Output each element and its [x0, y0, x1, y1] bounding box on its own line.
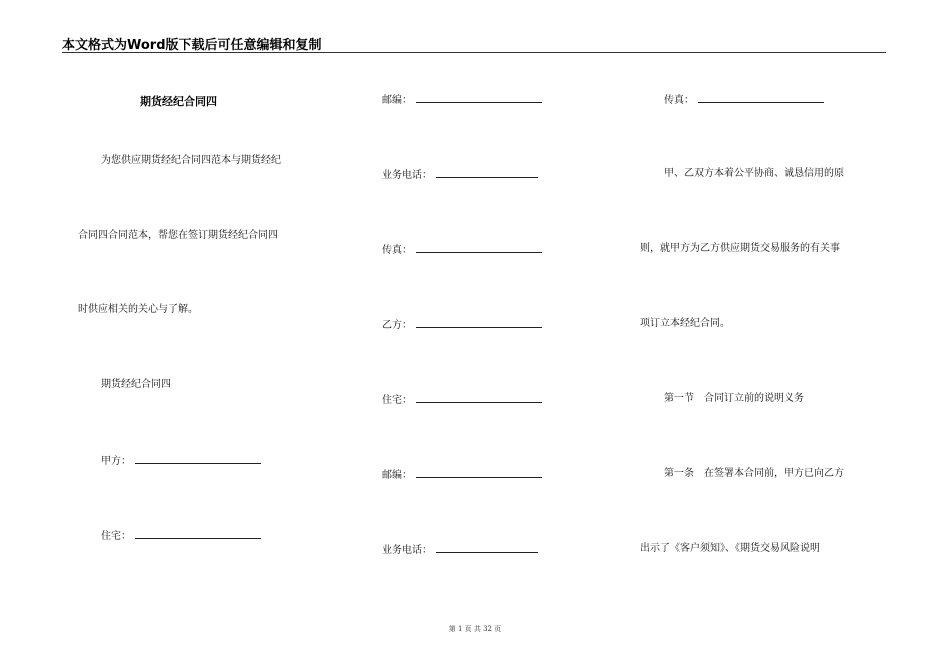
- phone-label: 业务电话：: [382, 170, 432, 181]
- party-a-postcode-field: [382, 93, 542, 107]
- document-title: 期货经纪合同四: [140, 95, 217, 108]
- postcode-label: 邮编：: [382, 95, 412, 106]
- article-1-line-1: 第一条 在签署本合同前，甲方已向乙方: [664, 468, 844, 479]
- fax-blank: [416, 243, 542, 253]
- party-a-label: 甲方：: [101, 456, 131, 467]
- para1-line-3: 项订立本经纪合同。: [640, 318, 730, 329]
- party-b-label: 乙方：: [382, 320, 412, 331]
- para1-line-2: 则，就甲方为乙方供应期货交易服务的有关事: [640, 243, 840, 254]
- party-a-phone-field: [382, 168, 538, 182]
- intro-line-3: 时供应相关的关心与了解。: [78, 304, 198, 315]
- party-a-fax-field: [382, 243, 542, 257]
- contract-subtitle: 期货经纪合同四: [101, 379, 171, 390]
- article-1-line-2: 出示了《客户须知》、《期货交易风险说明: [640, 543, 820, 554]
- party-a-blank: [135, 454, 261, 464]
- intro-line-1: 为您供应期货经纪合同四范本与期货经纪: [101, 155, 281, 166]
- postcode-blank: [416, 93, 542, 103]
- party-b-fax-field: [664, 93, 824, 107]
- document-banner: [62, 34, 886, 53]
- party-b-blank: [416, 318, 542, 328]
- party-b-address-blank: [416, 393, 542, 403]
- party-a-field: [101, 454, 261, 468]
- party-b-postcode-label: 邮编：: [382, 470, 412, 481]
- party-a-address-label: 住宅：: [101, 531, 131, 542]
- intro-line-2: 合同四合同范本，帮您在签订期货经纪合同四: [78, 230, 278, 241]
- para1-line-1: 甲、乙双方本着公平协商、诚恳信用的原: [664, 168, 844, 179]
- fax-label: 传真：: [382, 245, 412, 256]
- party-b-phone-label: 业务电话：: [382, 545, 432, 556]
- phone-blank: [436, 168, 538, 178]
- party-b-field: [382, 318, 542, 332]
- page-number: 第 1 页 共 32 页: [448, 625, 502, 633]
- party-b-phone-blank: [436, 543, 538, 553]
- party-b-postcode-field: [382, 468, 542, 482]
- party-b-address-label: 住宅：: [382, 395, 412, 406]
- party-b-fax-blank: [698, 93, 824, 103]
- party-b-phone-field: [382, 543, 538, 557]
- party-b-address-field: [382, 393, 542, 407]
- banner-text: 本文格式为Word版下载后可任意编辑和复制: [62, 38, 322, 53]
- party-b-postcode-blank: [416, 468, 542, 478]
- party-a-address-field: [101, 529, 261, 543]
- party-a-address-blank: [135, 529, 261, 539]
- section-1-heading: 第一节 合同订立前的说明义务: [664, 393, 804, 404]
- party-b-fax-label: 传真：: [664, 95, 694, 106]
